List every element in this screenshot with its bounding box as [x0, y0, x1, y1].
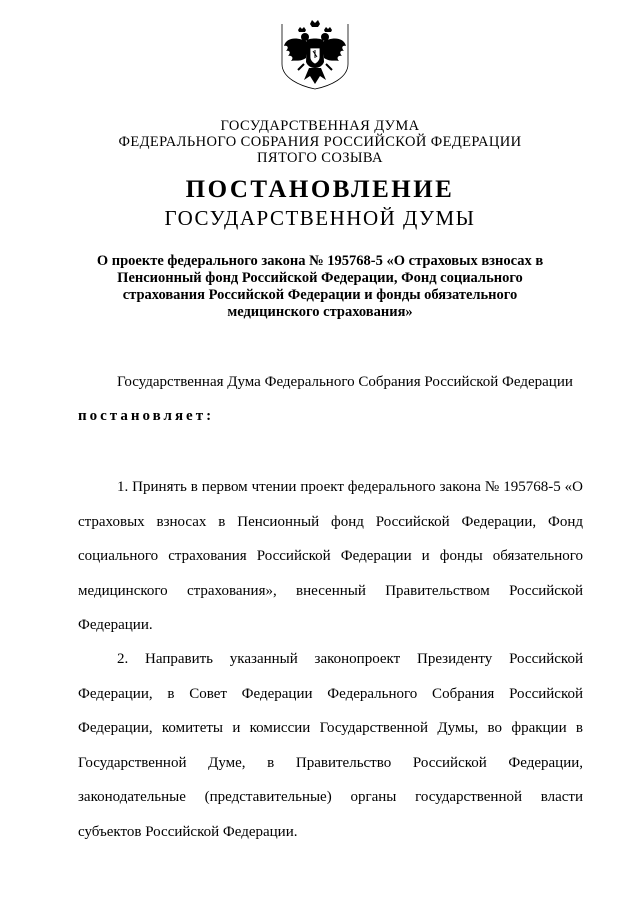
issuer-line-3: ПЯТОГО СОЗЫВА — [257, 150, 383, 166]
preamble-text: Государственная Дума Федерального Собрания Российской Федерации — [117, 374, 573, 390]
resolves-keyword: постановляет: — [78, 408, 215, 424]
issuer-line-1: ГОСУДАРСТВЕННАЯ ДУМА — [220, 118, 420, 134]
document-type-title: ПОСТАНОВЛЕНИЕ — [185, 176, 455, 203]
resolution-item: 1. Принять в первом чтении проект федерального закона № 195768-5 «О страховых взносах в Пенсионный фонд Российской Федерации, Фонд социального страхования Российской Федерации и фонды обязательного медицинского страхования», внесенный Правительством Российской Федерации. — [78, 479, 583, 634]
russian-coat-of-arms-icon — [280, 18, 350, 90]
issuer-line-2: ФЕДЕРАЛЬНОГО СОБРАНИЯ РОССИЙСКОЙ ФЕДЕРАЦИИ — [118, 134, 522, 150]
resolution-item: 2. Направить указанный законопроект Президенту Российской Федерации, в Совет Федерации Федерального Собрания Российской Федерации, комитеты и комиссии Государственной Думы, во фракции в Государственной Думе, в Правительство Российской Федерации, законодательные (представительные) органы государственной власти субъектов Российской Федерации. — [78, 651, 583, 840]
document-issuer-title: ГОСУДАРСТВЕННОЙ ДУМЫ — [164, 206, 476, 230]
document-subject: О проекте федерального закона № 195768-5 «О страховых взносах в Пенсионный фонд Российской Федерации, Фонд социального страхования Российской Федерации и фонды обязательного медицинского страхования» — [96, 253, 544, 320]
